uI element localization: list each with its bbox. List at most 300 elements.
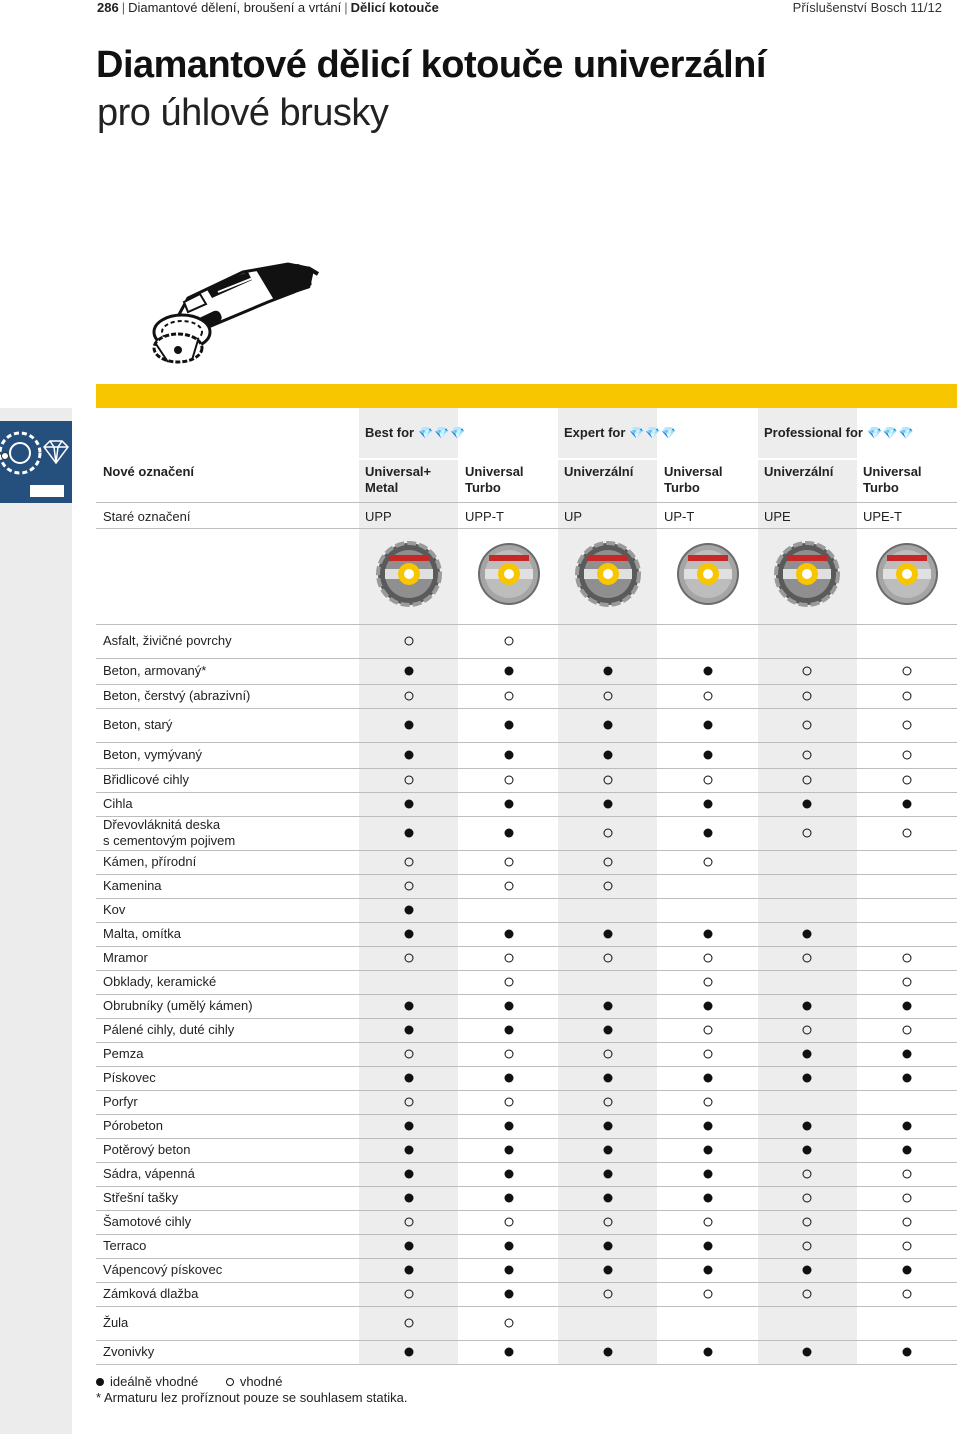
material-label	[103, 796, 133, 812]
material-label-line2: s cementovým pojivem	[103, 833, 236, 848]
new-name-col-4	[664, 464, 723, 496]
material-label-line1: Kov	[103, 902, 126, 917]
disc-segmented-image	[575, 541, 641, 607]
suitable-marker-icon	[803, 1194, 812, 1203]
suitable-marker-icon	[505, 1050, 514, 1059]
material-label-line1: Pemza	[103, 1046, 144, 1061]
suitable-marker-icon	[704, 954, 713, 963]
suitable-marker-icon	[903, 829, 912, 838]
old-name-col-2: UPP-T	[465, 509, 504, 524]
suitable-marker-icon	[803, 692, 812, 701]
material-label-line1: Potěrový beton	[103, 1142, 191, 1157]
row-divider	[96, 1138, 957, 1139]
new-name-line1: Univerzální	[764, 464, 834, 479]
ideal-marker-icon	[704, 1194, 713, 1203]
ideal-marker-icon	[405, 906, 414, 915]
ideal-marker-icon	[405, 800, 414, 809]
ideal-marker-icon	[505, 1242, 514, 1251]
suitable-marker-icon	[903, 692, 912, 701]
row-divider	[96, 1090, 957, 1091]
ideal-marker-icon	[604, 667, 613, 676]
ideal-marker-icon	[604, 1026, 613, 1035]
diamond-rating-icon: 💎💎💎	[418, 426, 466, 440]
suitable-marker-icon	[903, 667, 912, 676]
suitable-marker-icon	[405, 882, 414, 891]
group-divider	[96, 458, 957, 460]
material-label	[103, 878, 162, 894]
ideal-marker-icon	[704, 1002, 713, 1011]
material-label-line1: Dřevovláknitá deska	[103, 817, 221, 832]
material-label-line1: Obklady, keramické	[103, 974, 217, 989]
ideal-marker-icon	[505, 1026, 514, 1035]
ideal-marker-icon	[505, 1348, 514, 1357]
suitable-marker-icon	[604, 858, 613, 867]
ideal-marker-icon	[704, 829, 713, 838]
suitable-marker-icon	[803, 751, 812, 760]
material-label	[103, 772, 189, 788]
header-catalog: Příslušenství Bosch 11/12	[792, 0, 942, 15]
material-label	[103, 950, 148, 966]
suitable-marker-icon	[803, 776, 812, 785]
suitable-marker-icon	[903, 954, 912, 963]
suitable-marker-icon	[704, 1218, 713, 1227]
suitable-marker-icon	[803, 1170, 812, 1179]
suitable-marker-icon	[704, 858, 713, 867]
row-divider	[96, 792, 957, 793]
ideal-marker-icon	[505, 930, 514, 939]
material-label-line1: Beton, starý	[103, 717, 173, 732]
material-label-line1: Cihla	[103, 796, 133, 811]
material-label	[103, 1262, 222, 1278]
suitable-marker-icon	[405, 692, 414, 701]
suitable-marker-icon	[226, 1378, 234, 1386]
ideal-marker-icon	[505, 1194, 514, 1203]
material-label-line1: Porfyr	[103, 1094, 138, 1109]
page-header	[0, 0, 960, 20]
new-name-line2: Turbo	[664, 480, 700, 495]
ideal-marker-icon	[704, 1122, 713, 1131]
material-label	[103, 1344, 154, 1360]
material-label-line1: Zámková dlažba	[103, 1286, 199, 1301]
ideal-marker-icon	[505, 667, 514, 676]
material-label-line1: Malta, omítka	[103, 926, 182, 941]
material-label-line1: Terraco	[103, 1238, 147, 1253]
row-divider	[96, 922, 957, 923]
material-label-line1: Beton, vymývaný	[103, 747, 202, 762]
suitable-marker-icon	[803, 1290, 812, 1299]
group-best-label: Best for	[365, 425, 415, 440]
suitable-marker-icon	[704, 1050, 713, 1059]
material-label	[103, 1214, 191, 1230]
ideal-marker-icon	[803, 930, 812, 939]
suitable-marker-icon	[405, 1290, 414, 1299]
ideal-marker-icon	[803, 1050, 812, 1059]
row-divider	[96, 624, 957, 625]
header-section: Diamantové dělení, broušení a vrtání	[128, 0, 342, 15]
material-label-line1: Kámen, přírodní	[103, 854, 197, 869]
material-label-line1: Pískovec	[103, 1070, 156, 1085]
suitable-marker-icon	[505, 692, 514, 701]
new-name-line1: Universal	[664, 464, 723, 479]
disc-segmented-image	[774, 541, 840, 607]
side-strip	[0, 408, 72, 1434]
new-name-col-3	[564, 464, 633, 480]
suitable-marker-icon	[903, 1218, 912, 1227]
suitable-marker-icon	[505, 776, 514, 785]
material-label-line1: Mramor	[103, 950, 148, 965]
row-divider	[96, 850, 957, 851]
row-divider	[96, 1258, 957, 1259]
ideal-marker-icon	[704, 721, 713, 730]
suitable-marker-icon	[604, 882, 613, 891]
new-name-col-2	[465, 464, 524, 496]
material-label	[103, 633, 232, 649]
material-label-line1: Kamenina	[103, 878, 162, 893]
suitable-marker-icon	[405, 1050, 414, 1059]
suitable-marker-icon	[903, 1170, 912, 1179]
ideal-marker-icon	[604, 800, 613, 809]
suitable-marker-icon	[505, 858, 514, 867]
ideal-marker-icon	[803, 1074, 812, 1083]
suitable-marker-icon	[903, 1242, 912, 1251]
material-label-line1: Obrubníky (umělý kámen)	[103, 998, 253, 1013]
material-label-line1: Beton, čerstvý (abrazivní)	[103, 688, 251, 703]
angle-grinder-illustration	[148, 258, 323, 373]
ideal-marker-icon	[803, 1146, 812, 1155]
ideal-marker-icon	[505, 1002, 514, 1011]
ideal-marker-icon	[704, 800, 713, 809]
suitable-marker-icon	[604, 692, 613, 701]
suitable-marker-icon	[405, 637, 414, 646]
material-label	[103, 1190, 178, 1206]
material-label-line1: Střešní tašky	[103, 1190, 179, 1205]
suitable-marker-icon	[405, 776, 414, 785]
old-name-col-5: UPE	[764, 509, 791, 524]
ideal-marker-icon	[803, 800, 812, 809]
row-divider	[96, 994, 957, 995]
ideal-marker-icon	[405, 1026, 414, 1035]
diamond-rating-icon: 💎💎💎	[866, 426, 915, 440]
group-best	[359, 408, 558, 458]
material-label	[103, 1094, 138, 1110]
suitable-marker-icon	[505, 978, 514, 987]
suitable-marker-icon	[604, 776, 613, 785]
ideal-marker-icon	[505, 800, 514, 809]
ideal-marker-icon	[505, 751, 514, 760]
ideal-marker-icon	[604, 1348, 613, 1357]
new-name-line1: Universal	[465, 464, 524, 479]
ideal-marker-icon	[704, 1074, 713, 1083]
disc-turbo-image	[476, 541, 542, 607]
new-name-line2: Turbo	[465, 480, 501, 495]
row-divider	[96, 1066, 957, 1067]
new-name-col-1	[365, 464, 431, 496]
suitable-marker-icon	[704, 1098, 713, 1107]
side-ring-marker	[1, 452, 9, 460]
ideal-marker-icon	[405, 1074, 414, 1083]
ideal-marker-icon	[704, 930, 713, 939]
suitable-marker-icon	[704, 1290, 713, 1299]
material-label	[103, 1238, 146, 1254]
ideal-marker-icon	[505, 1074, 514, 1083]
old-name-label: Staré označení	[103, 509, 191, 524]
material-label	[103, 1142, 190, 1158]
row-divider	[96, 708, 957, 709]
ideal-marker-icon	[405, 667, 414, 676]
material-label	[103, 1070, 156, 1086]
ideal-marker-icon	[903, 1050, 912, 1059]
suitable-marker-icon	[903, 721, 912, 730]
ideal-marker-icon	[903, 800, 912, 809]
material-label	[103, 854, 196, 870]
row-divider	[96, 1162, 957, 1163]
ideal-marker-icon	[803, 1348, 812, 1357]
suitable-marker-icon	[505, 637, 514, 646]
material-label-line1: Zvonivky	[103, 1344, 155, 1359]
ideal-marker-icon	[505, 1290, 514, 1299]
row-divider	[96, 768, 957, 769]
ideal-marker-icon	[405, 1002, 414, 1011]
group-expert-label: Expert for	[564, 425, 626, 440]
ideal-marker-icon	[405, 1122, 414, 1131]
suitable-marker-icon	[405, 1319, 414, 1328]
header-breadcrumb: 286 | Diamantové dělení, broušení a vrtání | Dělicí kotouče	[97, 0, 439, 15]
ideal-marker-icon	[505, 721, 514, 730]
ideal-marker-icon	[405, 1170, 414, 1179]
ideal-marker-icon	[903, 1266, 912, 1275]
legend	[96, 1374, 282, 1390]
ideal-marker-icon	[803, 1266, 812, 1275]
ideal-marker-icon	[505, 829, 514, 838]
row-divider	[96, 946, 957, 947]
row-divider	[96, 502, 957, 503]
group-expert	[558, 408, 757, 458]
suitable-marker-icon	[903, 1194, 912, 1203]
footnote: * Armaturu lez proříznout pouze se souhlasem statika.	[96, 1390, 408, 1405]
ideal-marker-icon	[505, 1266, 514, 1275]
row-divider	[96, 874, 957, 875]
ideal-marker-icon	[903, 1074, 912, 1083]
group-professional	[758, 408, 957, 458]
suitable-marker-icon	[903, 1026, 912, 1035]
ideal-marker-icon	[405, 1242, 414, 1251]
row-divider	[96, 1282, 957, 1283]
row-divider	[96, 1340, 957, 1341]
suitable-marker-icon	[704, 978, 713, 987]
group-professional-label: Professional for	[764, 425, 863, 440]
old-name-col-3: UP	[564, 509, 583, 524]
ideal-marker-icon	[704, 1242, 713, 1251]
suitable-marker-icon	[505, 1218, 514, 1227]
material-label	[103, 663, 206, 679]
ideal-marker-icon	[903, 1122, 912, 1131]
page-subtitle: pro úhlové brusky	[97, 92, 389, 134]
ideal-marker-icon	[604, 1266, 613, 1275]
row-divider	[96, 1018, 957, 1019]
material-label	[103, 747, 202, 763]
material-label-line1: Sádra, vápenná	[103, 1166, 195, 1181]
ideal-marker-icon	[803, 1002, 812, 1011]
row-divider	[96, 1234, 957, 1235]
material-label	[103, 1046, 143, 1062]
suitable-marker-icon	[604, 954, 613, 963]
suitable-marker-icon	[903, 1290, 912, 1299]
suitable-marker-icon	[405, 954, 414, 963]
category-tab	[0, 421, 72, 503]
ideal-marker-icon	[405, 1348, 414, 1357]
new-name-line2: Metal	[365, 480, 399, 495]
legend-suitable: vhodné	[239, 1374, 283, 1389]
row-divider	[96, 1210, 957, 1211]
material-label-line1: Vápencový pískovec	[103, 1262, 223, 1277]
suitable-marker-icon	[604, 829, 613, 838]
row-divider	[96, 742, 957, 743]
material-label-line1: Šamotové cihly	[103, 1214, 192, 1229]
suitable-marker-icon	[405, 1218, 414, 1227]
suitable-marker-icon	[803, 954, 812, 963]
material-label-line1: Žula	[103, 1315, 129, 1330]
new-name-line2: Turbo	[863, 480, 899, 495]
ideal-marker-icon	[405, 1266, 414, 1275]
ideal-marker-icon	[704, 1146, 713, 1155]
ideal-marker-icon	[903, 1348, 912, 1357]
material-label	[103, 817, 235, 849]
old-name-col-6: UPE-T	[863, 509, 902, 524]
suitable-marker-icon	[803, 1218, 812, 1227]
material-label-line1: Břidlicové cihly	[103, 772, 189, 787]
material-label	[103, 1315, 128, 1331]
material-label	[103, 1118, 163, 1134]
ideal-marker-icon	[405, 751, 414, 760]
material-label	[103, 1166, 195, 1182]
row-divider	[96, 1114, 957, 1115]
material-label-line1: Pálené cihly, duté cihly	[103, 1022, 235, 1037]
ideal-marker-icon	[704, 1266, 713, 1275]
ideal-marker-icon	[604, 930, 613, 939]
new-name-line1: Univerzální	[564, 464, 634, 479]
ideal-marker-icon	[604, 1170, 613, 1179]
ideal-marker-icon	[704, 1170, 713, 1179]
ideal-marker-icon	[604, 751, 613, 760]
suitable-marker-icon	[803, 667, 812, 676]
disc-segmented-image	[376, 541, 442, 607]
suitable-marker-icon	[903, 776, 912, 785]
suitable-marker-icon	[803, 829, 812, 838]
ideal-marker-icon	[903, 1146, 912, 1155]
ideal-marker-icon	[405, 1146, 414, 1155]
yellow-accent-bar	[96, 384, 957, 408]
material-label-line1: Beton, armovaný*	[103, 663, 207, 678]
diamond-disc-icon	[0, 421, 72, 503]
ideal-marker-icon	[405, 930, 414, 939]
ideal-marker-icon	[505, 1170, 514, 1179]
ideal-marker-icon	[704, 1348, 713, 1357]
ideal-marker-icon	[505, 1146, 514, 1155]
new-name-line1: Universal	[863, 464, 922, 479]
row-divider	[96, 658, 957, 659]
suitable-marker-icon	[604, 1290, 613, 1299]
suitable-marker-icon	[405, 858, 414, 867]
material-label	[103, 1022, 234, 1038]
ideal-marker-icon	[803, 1122, 812, 1131]
row-divider	[96, 684, 957, 685]
new-name-col-5	[764, 464, 833, 480]
ideal-marker-icon	[405, 721, 414, 730]
old-name-col-1: UPP	[365, 509, 392, 524]
material-label	[103, 926, 181, 942]
ideal-marker-icon	[604, 1122, 613, 1131]
suitable-marker-icon	[505, 1319, 514, 1328]
material-label	[103, 902, 125, 918]
row-divider	[96, 528, 957, 529]
suitable-marker-icon	[704, 776, 713, 785]
suitable-marker-icon	[505, 954, 514, 963]
ideal-marker-icon	[903, 1002, 912, 1011]
suitable-marker-icon	[903, 751, 912, 760]
ideal-marker-icon	[505, 1122, 514, 1131]
row-divider	[96, 970, 957, 971]
new-name-line1: Universal+	[365, 464, 432, 479]
material-label	[103, 717, 172, 733]
page-title: Diamantové dělicí kotouče univerzální	[96, 44, 766, 86]
header-subsection: Dělicí kotouče	[350, 0, 439, 15]
disc-turbo-image	[675, 541, 741, 607]
new-name-col-6	[863, 464, 922, 496]
suitable-marker-icon	[604, 1218, 613, 1227]
ideal-marker-icon	[704, 751, 713, 760]
ideal-marker-icon	[604, 1194, 613, 1203]
suitable-marker-icon	[704, 692, 713, 701]
ideal-marker-icon	[405, 1194, 414, 1203]
page-number: 286	[97, 0, 119, 15]
ideal-marker-icon	[604, 721, 613, 730]
ideal-marker-icon	[604, 1146, 613, 1155]
row-divider	[96, 1364, 957, 1365]
old-name-col-4: UP-T	[664, 509, 695, 524]
suitable-marker-icon	[803, 1026, 812, 1035]
suitable-marker-icon	[903, 978, 912, 987]
ideal-marker-icon	[604, 1002, 613, 1011]
ideal-marker-icon	[604, 1074, 613, 1083]
suitable-marker-icon	[704, 1026, 713, 1035]
row-divider	[96, 1306, 957, 1307]
material-label	[103, 998, 253, 1014]
material-label	[103, 1286, 198, 1302]
material-label-line1: Pórobeton	[103, 1118, 163, 1133]
diamond-rating-icon: 💎💎💎	[629, 426, 678, 440]
legend-ideal: ideálně vhodné	[110, 1374, 199, 1389]
row-divider	[96, 1042, 957, 1043]
material-label	[103, 974, 216, 990]
ideal-marker-icon	[96, 1378, 104, 1386]
suitable-marker-icon	[604, 1098, 613, 1107]
suitable-marker-icon	[505, 1098, 514, 1107]
material-label	[103, 688, 250, 704]
material-label-line1: Asfalt, živičné povrchy	[103, 633, 232, 648]
suitable-marker-icon	[803, 721, 812, 730]
suitable-marker-icon	[505, 882, 514, 891]
suitable-marker-icon	[604, 1050, 613, 1059]
suitable-marker-icon	[405, 1098, 414, 1107]
disc-turbo-image	[874, 541, 940, 607]
new-name-label: Nové označení	[103, 464, 195, 479]
ideal-marker-icon	[704, 667, 713, 676]
ideal-marker-icon	[405, 829, 414, 838]
ideal-marker-icon	[604, 1242, 613, 1251]
row-divider	[96, 898, 957, 899]
suitable-marker-icon	[803, 1242, 812, 1251]
row-divider	[96, 1186, 957, 1187]
